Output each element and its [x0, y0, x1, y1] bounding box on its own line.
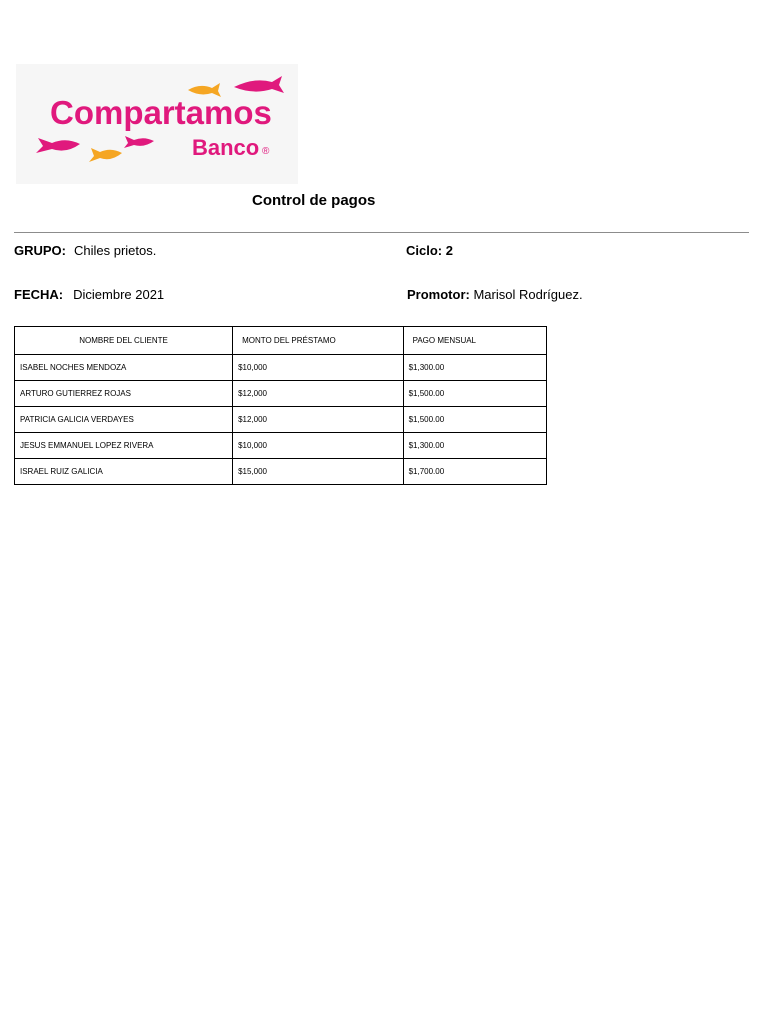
grupo-label: GRUPO:	[14, 243, 66, 258]
ciclo-label: Ciclo:	[406, 243, 443, 258]
promotor-label: Promotor:	[407, 287, 470, 302]
loan-amount-cell: $12,000	[233, 381, 404, 407]
brand-name: Compartamos	[50, 94, 272, 131]
fecha-label: FECHA:	[14, 287, 64, 302]
fish-icon	[234, 76, 284, 93]
table-row	[15, 407, 547, 433]
brand-subname: Banco	[192, 135, 260, 160]
fish-icon	[36, 138, 80, 153]
table-row	[15, 459, 547, 485]
table-row	[15, 355, 547, 381]
monthly-payment-cell: $1,700.00	[403, 459, 546, 485]
client-name-cell: ISRAEL RUIZ GALICIA	[15, 459, 233, 485]
page-title: Control de pagos	[252, 192, 376, 209]
loan-amount-cell: $10,000	[233, 433, 404, 459]
compartamos-logo	[16, 64, 298, 184]
ciclo-field	[406, 243, 453, 258]
loan-amount-cell: $15,000	[233, 459, 404, 485]
fecha-field	[14, 287, 164, 302]
fish-icon	[124, 136, 154, 148]
client-name-cell: ARTURO GUTIERREZ ROJAS	[15, 381, 233, 407]
ciclo-value: 2	[445, 243, 453, 258]
loan-amount-cell: $10,000	[233, 355, 404, 381]
column-header-client: NOMBRE DEL CLIENTE	[15, 327, 233, 355]
monthly-payment-cell: $1,500.00	[403, 407, 546, 433]
monthly-payment-cell: $1,500.00	[403, 381, 546, 407]
fecha-value: Diciembre 2021	[73, 287, 165, 302]
monthly-payment-cell: $1,300.00	[403, 355, 546, 381]
payments-table	[14, 326, 547, 485]
promotor-value: Marisol Rodríguez.	[473, 287, 583, 302]
grupo-value: Chiles prietos.	[74, 243, 157, 258]
divider	[14, 232, 749, 233]
grupo-field	[14, 243, 156, 258]
monthly-payment-cell: $1,300.00	[403, 433, 546, 459]
column-header-loan: MONTO DEL PRÉSTAMO	[233, 327, 404, 355]
client-name-cell: ISABEL NOCHES MENDOZA	[15, 355, 233, 381]
table-header-row	[15, 327, 547, 355]
client-name-cell: PATRICIA GALICIA VERDAYES	[15, 407, 233, 433]
client-name-cell: JESUS EMMANUEL LOPEZ RIVERA	[15, 433, 233, 459]
table-row	[15, 433, 547, 459]
column-header-payment: PAGO MENSUAL	[403, 327, 546, 355]
table-row	[15, 381, 547, 407]
registered-mark: ®	[262, 146, 270, 157]
logo-graphic	[16, 64, 298, 184]
promotor-field	[407, 287, 583, 302]
fish-icon	[89, 148, 122, 162]
loan-amount-cell: $12,000	[233, 407, 404, 433]
